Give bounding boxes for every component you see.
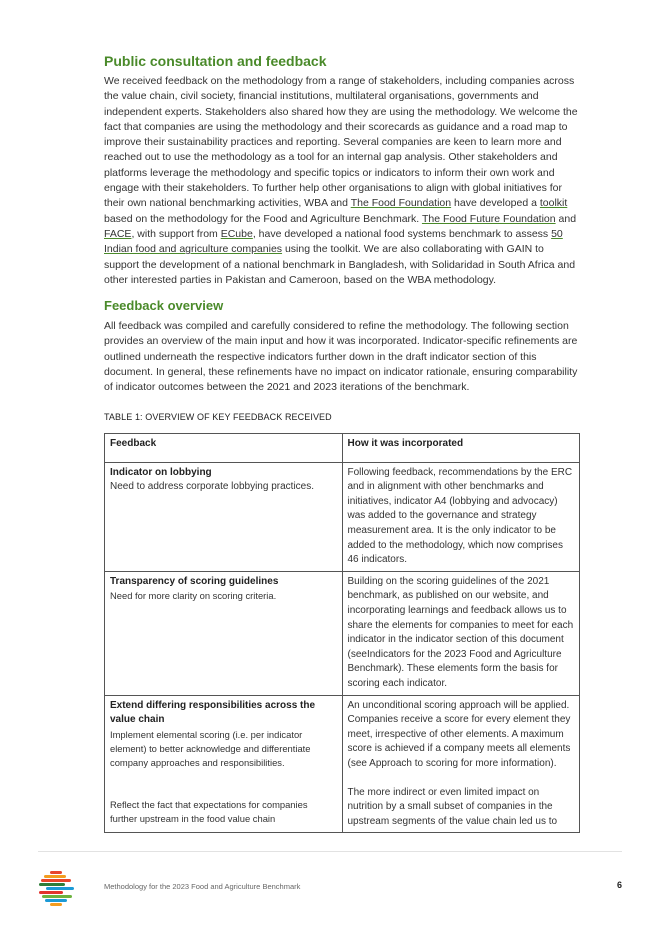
spacer <box>348 772 575 786</box>
link-toolkit[interactable]: toolkit <box>539 197 568 210</box>
text-run: based on the methodology for the Food and Agriculture Benchmark. <box>104 212 422 225</box>
text-run: , have developed a national food systems benchmark to assess <box>252 227 552 240</box>
feedback-cell <box>105 462 343 571</box>
page-number: 6 <box>616 880 622 890</box>
table-header-row <box>105 433 580 462</box>
table-row <box>105 695 580 833</box>
response-cell <box>342 695 580 833</box>
table-row <box>105 462 580 571</box>
table-row <box>105 571 580 695</box>
feedback-cell <box>105 571 343 695</box>
response-cell: Building on the scoring guidelines of the 2021 benchmark, as published on our website, and incorporating learnings and feedback allows us to share the elements for companies to meet for each indicator in the indicator section of this document (seeIndicators for the 2023 Food and Agriculture Benchmark). These elements form the basis for scoring each indicator. <box>342 571 580 695</box>
text-run: and <box>555 212 577 225</box>
spacer <box>110 770 337 798</box>
table-header-feedback: Feedback <box>105 433 343 462</box>
footer-divider <box>38 851 622 852</box>
text-run: using the toolkit. We are also collaborating with GAIN to support the development of a national benchmark in Bangladesh, with Solidaridad in South Africa and other interested parties in Pakistan and Cameroon, based on the WBA methodology. <box>104 243 576 286</box>
text-run: , with support from <box>131 227 221 240</box>
link-face[interactable]: FACE <box>104 227 132 240</box>
link-food-future-foundation[interactable]: The Food Future Foundation <box>421 212 556 225</box>
feedback-table <box>104 433 580 834</box>
response-text-continued: The more indirect or even limited impact on nutrition by a small subset of companies in the upstream segments of the value chain led us to <box>347 786 558 827</box>
link-50-indian-companies[interactable]: 50 Indian food and agriculture companies <box>104 227 563 256</box>
link-food-foundation[interactable]: The Food Foundation <box>350 197 452 210</box>
table-caption: TABLE 1: OVERVIEW OF KEY FEEDBACK RECEIVED <box>104 411 332 422</box>
section-heading-feedback-overview: Feedback overview <box>104 298 224 314</box>
feedback-title: Indicator on lobbying <box>110 466 212 478</box>
section-heading-consultation: Public consultation and feedback <box>104 53 327 69</box>
link-ecube[interactable]: ECube <box>220 227 253 240</box>
text-run: We received feedback on the methodology from a range of stakeholders, including companies across the value chain, civil society, financial institutions, multilateral organisations, governments and independent experts. Stakeholders also shared how they are using the methodology. We welcome the fact that companies are using the methodology and their scorecards as guidance and a road map to improve their sustainability practices and reporting. Several companies are keen to learn more and reached out to use the methodology as a tool for an internal gap analysis. Other stakeholders and platforms leverage the methodology and specific topics or indicators to inform their own work and engage with their stakeholders. To further help other organisations to align with global initiatives for their own national benchmarking activities, WBA and <box>104 75 578 210</box>
response-text: An unconditional scoring approach will be applied. Companies receive a score for every element they meet, irrespective of other elements. A maximum score is achieved if a company meets all elements (see Approach to scoring for more information). <box>347 699 571 769</box>
wba-logo-icon <box>38 870 76 908</box>
consultation-paragraph <box>104 74 580 288</box>
response-cell: Following feedback, recommendations by the ERC and in alignment with other benchmarks and initiatives, indicator A4 (lobbying and advocacy) was added to the governance and strategy measurement area. It is the only indicator to be added to the methodology, which now comprises 46 indicators. <box>342 462 580 571</box>
feedback-cell <box>105 695 343 833</box>
page-content <box>104 52 580 833</box>
feedback-description: Need for more clarity on scoring criteria. <box>110 590 277 602</box>
feedback-description: Implement elemental scoring (i.e. per indicator element) to better acknowledge and differentiate company approaches and responsibilities. <box>110 728 311 768</box>
feedback-description: Need to address corporate lobbying practices. <box>110 481 315 493</box>
feedback-description-continued: Reflect the fact that expectations for companies further upstream in the food value chain <box>110 798 308 824</box>
feedback-title: Transparency of scoring guidelines <box>110 575 279 587</box>
text-run: have developed a <box>451 197 540 210</box>
table-header-incorporated: How it was incorporated <box>342 433 580 462</box>
feedback-title: Extend differing responsibilities across the value chain <box>110 699 316 726</box>
feedback-overview-paragraph: All feedback was compiled and carefully considered to refine the methodology. The following section provides an overview of the main input and how it was incorporated. Indicator-specific refinements are outlined underneath the respective indicators further down in the draft indicator section of this document. In general, these refinements have no impact on indicator rationale, ensuring comparability of indicator outcomes between the 2021 and 2023 iterations of the benchmark. <box>104 320 578 394</box>
footer-document-title: Methodology for the 2023 Food and Agriculture Benchmark <box>104 882 301 891</box>
